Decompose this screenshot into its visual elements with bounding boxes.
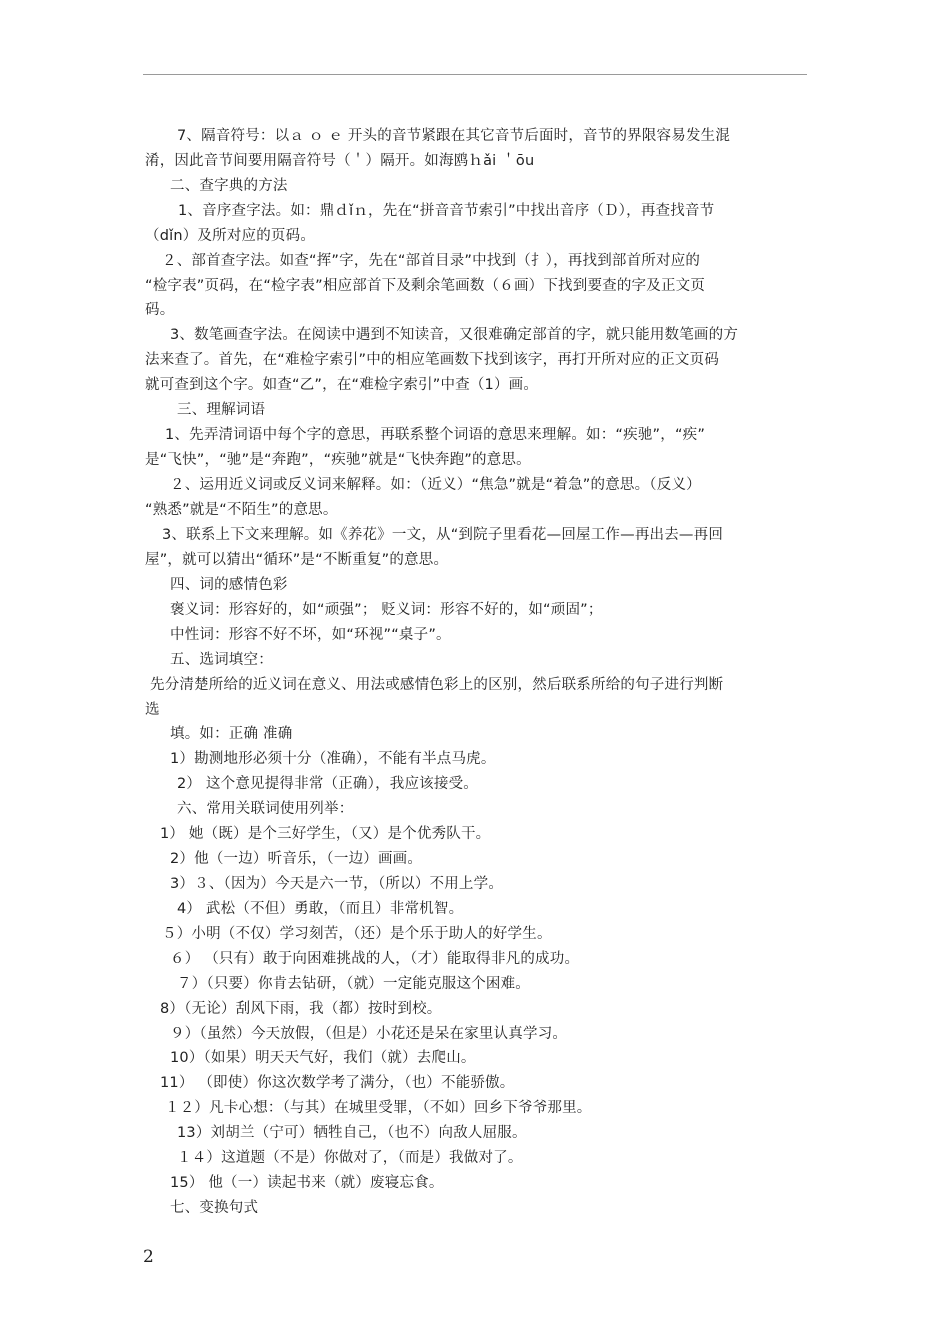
text-line: 1、音序查字法。如：鼎ｄǐｎ，先在“拼音音节索引”中找出音序（Ｄ），再查找音节 — [178, 203, 715, 219]
list-item: １４）这道题（不是）你做对了，（而是）我做对了。 — [177, 1150, 523, 1166]
list-item: １２）凡卡心想：（与其）在城里受罪，（不如）回乡下爷爷那里。 — [165, 1100, 592, 1116]
text-line: 选 — [145, 702, 160, 718]
section-heading: 六、常用关联词使用列举： — [177, 801, 354, 817]
list-item: 1） 她（既）是个三好学生，（又）是个优秀队干。 — [160, 826, 491, 842]
text-line: 先分清楚所给的近义词在意义、用法或感情色彩上的区别，然后联系所给的句子进行判断 — [150, 677, 724, 693]
list-item: 11） （即使）你这次数学考了满分，（也）不能骄傲。 — [160, 1075, 515, 1091]
list-item: 3）３、（因为）今天是六一节，（所以）不用上学。 — [170, 876, 504, 892]
text-line: 淆，因此音节间要用隔音符号（＇）隔开。如海鸥ｈǎi ＇ōu — [145, 153, 535, 169]
text-line: 3、联系上下文来理解。如《养花》一文，从“到院子里看花—回屋工作—再出去—再回 — [162, 527, 724, 543]
section-heading: 二、查字典的方法 — [170, 178, 288, 194]
section-heading: 七、变换句式 — [170, 1200, 259, 1216]
list-item: ５）小明（不仅）学习刻苦，（还）是个乐于助人的好学生。 — [162, 926, 552, 942]
text-line: 屋”，就可以猜出“循环”是“不断重复”的意思。 — [145, 552, 449, 568]
section-heading: 五、选词填空： — [170, 652, 273, 668]
section-heading: 三、理解词语 — [177, 402, 266, 418]
text-line: 法来查了。首先，在“难检字索引”中的相应笔画数下找到该字，再打开所对应的正文页码 — [145, 352, 720, 368]
page-number: 2 — [143, 1247, 154, 1267]
text-line: 是“飞快”，“驰”是“奔跑”，“疾驰”就是“飞快奔跑”的意思。 — [145, 452, 531, 468]
text-line: 1、先弄清词语中每个字的意思，再联系整个词语的意思来理解。如：“疾驰”，“疾” — [165, 427, 706, 443]
list-item: ７）（只要）你肯去钻研，（就）一定能克服这个困难。 — [177, 976, 530, 992]
text-line: “熟悉”就是“不陌生”的意思。 — [145, 502, 338, 518]
text-line: （dǐn）及所对应的页码。 — [145, 228, 316, 244]
list-item: 10）（如果）明天天气好，我们（就）去爬山。 — [170, 1050, 476, 1066]
text-line: 就可查到这个字。如查“乙”，在“难检字索引”中查（1）画。 — [145, 377, 539, 393]
list-item: 4） 武松（不但）勇敢，（而且）非常机智。 — [177, 901, 464, 917]
list-item: ６） （只有）敢于向困难挑战的人，（才）能取得非凡的成功。 — [170, 951, 580, 967]
list-item: 2）他（一边）听音乐，（一边）画画。 — [170, 851, 423, 867]
list-item: 2） 这个意见提得非常（正确），我应该接受。 — [177, 776, 478, 792]
list-item: 15） 他（一）读起书来（就）废寝忘食。 — [170, 1175, 444, 1191]
text-line: 中性词：形容不好不坏，如“环视”“桌子”。 — [170, 627, 451, 643]
text-line: ２、运用近义词或反义词来解释。如：（近义）“焦急”就是“着急”的意思。（反义） — [170, 477, 701, 493]
section-heading: 四、词的感情色彩 — [170, 577, 288, 593]
text-line: ２、部首查字法。如查“挥”字，先在“部首目录”中找到（扌），再找到部首所对应的 — [162, 253, 701, 269]
text-line: 7、隔音符号：以ａ ｏ ｅ 开头的音节紧跟在其它音节后面时，音节的界限容易发生混 — [177, 128, 731, 144]
text-line: 码。 — [145, 302, 175, 318]
text-line: 填。如：正确 准确 — [170, 726, 293, 742]
list-item: 13）刘胡兰（宁可）牺牲自己，（也不）向敌人屈服。 — [177, 1125, 527, 1141]
text-line: “检字表”页码，在“检字表”相应部首下及剩余笔画数（６画）下找到要查的字及正文页 — [145, 278, 706, 294]
list-item: 1）勘测地形必须十分（准确），不能有半点马虎。 — [170, 751, 496, 767]
list-item: ９）（虽然）今天放假，（但是）小花还是呆在家里认真学习。 — [170, 1026, 568, 1042]
text-line: 3、数笔画查字法。在阅读中遇到不知读音，又很难确定部首的字，就只能用数笔画的方 — [170, 327, 739, 343]
header-rule — [143, 74, 807, 75]
list-item: 8）（无论）刮风下雨，我（都）按时到校。 — [160, 1001, 442, 1017]
text-line: 褒义词：形容好的，如“顽强”； 贬义词：形容不好的，如“顽固”； — [170, 602, 603, 618]
